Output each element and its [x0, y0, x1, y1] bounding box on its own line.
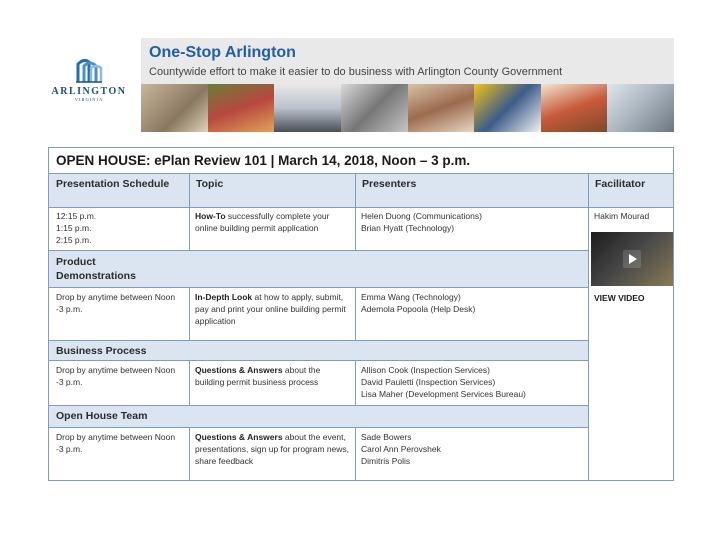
row2-topic	[195, 291, 351, 327]
row2-schedule: Drop by anytime between Noon -3 p.m.	[56, 292, 176, 314]
page-title: One-Stop Arlington	[149, 44, 296, 61]
grid-line	[49, 287, 588, 288]
row4-topic	[195, 431, 351, 467]
row4-topic-bold: Questions & Answers	[195, 432, 283, 442]
table-caption	[49, 148, 673, 174]
presenter-name: Allison Cook (Inspection Services)	[361, 365, 490, 375]
view-video-link[interactable]: VIEW VIDEO	[594, 293, 645, 303]
row1-topic-text: successfully complete your online building permit application	[195, 211, 330, 233]
grid-line	[49, 405, 588, 406]
photo-food	[541, 84, 608, 132]
arlington-bridge-icon	[74, 56, 104, 84]
grid-line	[189, 427, 190, 480]
grid-line	[588, 174, 589, 480]
row2-topic-text: at how to apply, submit, pay and print your online building permit application	[195, 292, 346, 326]
grid-line	[355, 287, 356, 341]
row2-topic-bold: In-Depth Look	[195, 292, 253, 302]
row4-schedule: Drop by anytime between Noon -3 p.m.	[56, 432, 176, 454]
row1-time: 2:15 p.m.	[56, 235, 92, 245]
presenter-name: Carol Ann Perovshek	[361, 444, 441, 454]
grid-line	[49, 340, 588, 341]
header-schedule-label: Presentation Schedule	[56, 178, 170, 190]
row1-topic-bold: How-To	[195, 211, 226, 221]
header-facilitator	[588, 174, 673, 207]
video-thumbnail[interactable]	[591, 232, 673, 286]
row3-topic	[195, 364, 351, 388]
event-heading: OPEN HOUSE: ePlan Review 101 | March 14, 2018, Noon – 3 p.m.	[56, 153, 471, 168]
grid-line	[355, 360, 356, 406]
grid-line	[49, 250, 588, 251]
page-subtitle: Countywide effort to make it easier to do business with Arlington County Government	[149, 66, 563, 78]
presenter-name: Dimitris Polis	[361, 456, 411, 466]
row3-schedule: Drop by anytime between Noon -3 p.m.	[56, 365, 176, 387]
row1-facilitator: Hakim Mourad	[594, 211, 650, 221]
header-topic	[189, 174, 355, 207]
grid-line	[189, 287, 190, 341]
section-open-house-team	[49, 406, 588, 427]
photo-office-worker	[274, 84, 341, 132]
row2-presenters	[361, 291, 585, 315]
arlington-logo	[48, 56, 130, 116]
row1-time: 12:15 p.m.	[56, 211, 97, 221]
row3-topic-text: about the building permit business process	[195, 365, 321, 387]
section-business-process	[49, 341, 588, 360]
row4-presenters	[361, 431, 585, 467]
header-presentation-schedule	[49, 174, 189, 207]
grid-line	[189, 360, 190, 406]
presenter-name: Lisa Maher (Development Services Bureau)	[361, 389, 526, 399]
row3-presenters	[361, 364, 585, 400]
section-team-label: Open House Team	[56, 410, 148, 422]
presenter-name: David Pauletti (Inspection Services)	[361, 377, 496, 387]
presenter-name: Emma Wang (Technology)	[361, 292, 461, 302]
row1-topic	[195, 210, 351, 234]
open-house-schedule-table	[48, 147, 674, 481]
header-facilitator-label: Facilitator	[595, 178, 646, 190]
photo-construction-worker	[141, 84, 208, 132]
logo-wordmark: ARLINGTON	[51, 86, 127, 97]
photo-architect	[607, 84, 674, 132]
row1-time: 1:15 p.m.	[56, 223, 92, 233]
grid-line	[49, 427, 588, 428]
grid-line	[355, 427, 356, 480]
photo-hardhat-workers	[474, 84, 541, 132]
row1-presenters	[361, 210, 585, 234]
photo-couple	[408, 84, 475, 132]
row3-topic-bold: Questions & Answers	[195, 365, 283, 375]
section-demo-label: Product Demonstrations	[56, 256, 136, 282]
photo-computer-desk	[341, 84, 408, 132]
photo-strip	[141, 84, 674, 132]
logo-subtext: VIRGINIA	[74, 97, 104, 102]
grid-line	[189, 174, 190, 251]
presenter-name: Ademola Popoola (Help Desk)	[361, 304, 476, 314]
presenter-name: Helen Duong (Communications)	[361, 211, 482, 221]
header-topic-label: Topic	[196, 178, 224, 190]
photo-florist	[208, 84, 275, 132]
grid-line	[49, 360, 588, 361]
section-product-demonstrations	[49, 251, 588, 287]
row4-topic-text: about the event, presentations, sign up for program news, share feedback	[195, 432, 350, 466]
grid-line	[49, 207, 673, 208]
section-business-label: Business Process	[56, 345, 147, 357]
presenter-name: Sade Bowers	[361, 432, 412, 442]
presenter-name: Brian Hyatt (Technology)	[361, 223, 455, 233]
header-presenters	[355, 174, 588, 207]
row1-schedule	[56, 210, 186, 246]
grid-line	[355, 174, 356, 251]
header-banner	[141, 38, 674, 84]
header-presenters-label: Presenters	[362, 178, 417, 190]
play-icon[interactable]	[623, 250, 641, 268]
